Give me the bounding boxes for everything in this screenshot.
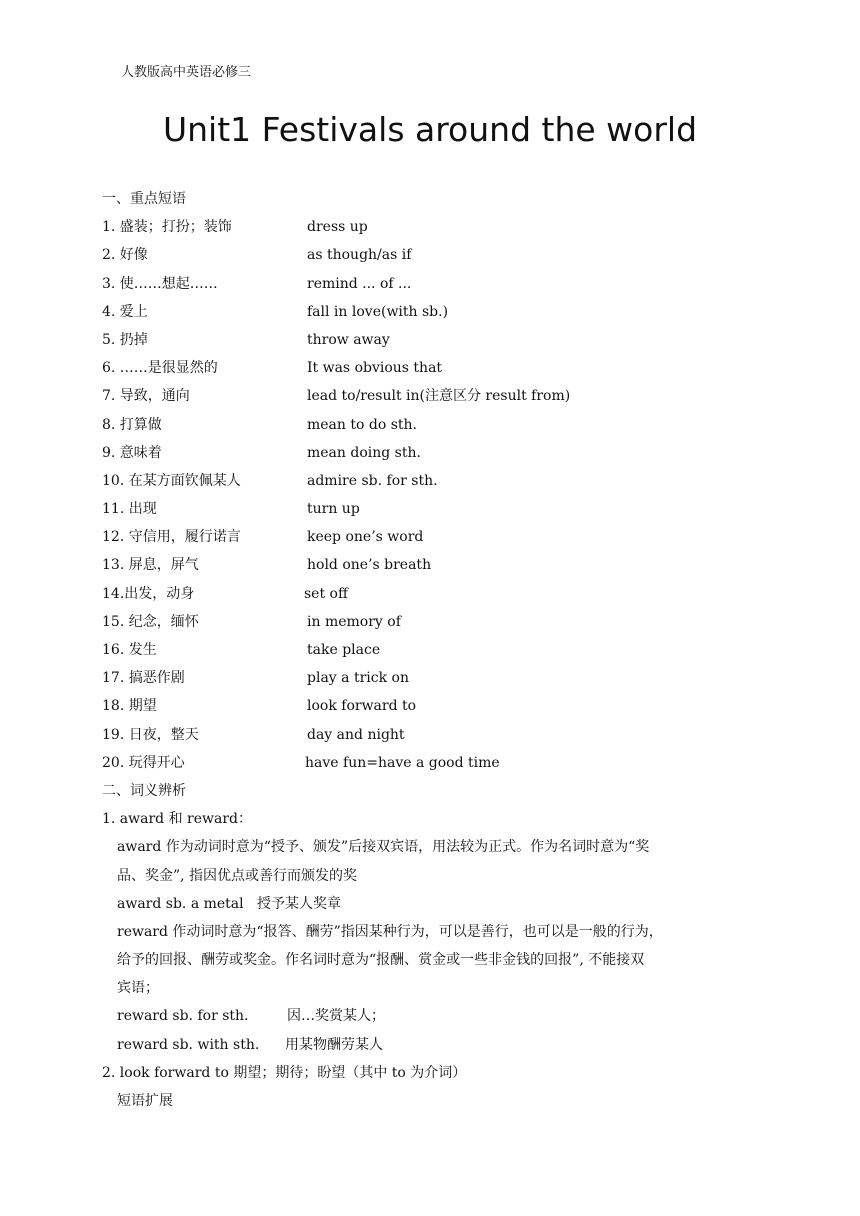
- document-body: [102, 185, 722, 1115]
- phrase-english: look forward to: [307, 698, 417, 715]
- phrase-english: admire sb. for sth.: [307, 472, 438, 489]
- phrase-row: [102, 354, 722, 382]
- phrase-row: [102, 523, 722, 551]
- paragraph-line: 宾语；: [117, 980, 159, 997]
- paragraph-line: reward 作动词时意为“报答、酬劳”指因某种行为，可以是善行，也可以是一般的行为，: [117, 923, 663, 940]
- phrase-english: play a trick on: [307, 670, 409, 687]
- phrase-chinese: 9. 意味着: [102, 444, 162, 461]
- phrase-chinese: 7. 导致，通向: [102, 388, 190, 405]
- phrase-chinese: 12. 守信用，履行诺言: [102, 529, 241, 546]
- phrase-chinese: 8. 打算做: [102, 416, 162, 433]
- example-meaning: 授予某人奖章: [257, 895, 341, 912]
- phrase-english: mean to do sth.: [307, 416, 417, 433]
- phrase-row: [102, 241, 722, 269]
- section-heading: 一、重点短语: [102, 191, 186, 207]
- phrase-row: [102, 467, 722, 495]
- example-term: reward sb. for sth.: [117, 1008, 249, 1025]
- example-line: [102, 1002, 722, 1030]
- phrase-row: [102, 495, 722, 523]
- paragraph-line: 给予的回报、酬劳或奖金。作名词时意为“报酬、赏金或一些非金钱的回报”, 不能接双: [117, 952, 645, 969]
- phrase-row: [102, 721, 722, 749]
- phrase-row: [102, 580, 722, 608]
- phrase-row: [102, 749, 722, 777]
- phrase-chinese: 2. 好像: [102, 247, 148, 264]
- item-title: 1. award 和 reward：: [102, 811, 253, 828]
- phrase-english: dress up: [307, 219, 368, 236]
- paragraph-line: 品、奖金”, 指因优点或善行而颁发的奖: [117, 867, 358, 884]
- phrase-chinese: 16. 发生: [102, 642, 157, 658]
- phrase-row: [102, 636, 722, 664]
- phrase-chinese: 11. 出现: [102, 501, 157, 518]
- phrase-english: mean doing sth.: [307, 444, 421, 461]
- phrase-chinese: 4. 爱上: [102, 303, 148, 320]
- item-title: 2. look forward to 期望；期待；盼望（其中 to 为介词）: [102, 1064, 467, 1081]
- phrase-chinese: 5. 扔掉: [102, 331, 148, 348]
- phrase-chinese: 15. 纪念，缅怀: [102, 613, 199, 630]
- subheading: 短语扩展: [117, 1093, 173, 1109]
- phrase-english: It was obvious that: [307, 360, 443, 377]
- phrase-row: [102, 692, 722, 720]
- header-note: 人教版高中英语必修三: [121, 65, 252, 80]
- phrase-english: as though/as if: [307, 247, 412, 264]
- phrase-english: turn up: [307, 501, 360, 518]
- phrase-row: [102, 298, 722, 326]
- phrase-chinese: 19. 日夜，整天: [102, 726, 199, 743]
- phrase-row: [102, 439, 722, 467]
- phrase-english: day and night: [307, 726, 405, 743]
- phrase-english: take place: [307, 642, 381, 658]
- example-line: [102, 890, 722, 918]
- section-heading: 二、词义辨析: [102, 782, 186, 799]
- phrase-english: lead to/result in(注意区分 result from): [307, 388, 571, 405]
- phrase-chinese: 14.出发，动身: [102, 585, 195, 602]
- phrase-chinese: 3. 使……想起……: [102, 275, 218, 292]
- phrase-chinese: 13. 屏息，屏气: [102, 557, 199, 574]
- phrase-english: hold one’s breath: [307, 557, 432, 574]
- phrase-english: keep one’s word: [307, 529, 424, 546]
- phrase-row: [102, 270, 722, 298]
- example-line: [102, 1031, 722, 1059]
- phrase-row: [102, 608, 722, 636]
- phrase-chinese: 1. 盛装；打扮；装饰: [102, 219, 232, 236]
- phrase-row: [102, 213, 722, 241]
- phrase-chinese: 6. ……是很显然的: [102, 360, 218, 377]
- document-title: Unit1 Festivals around the world: [162, 110, 698, 149]
- phrase-row: [102, 382, 722, 410]
- example-meaning: 用某物酬劳某人: [285, 1036, 383, 1053]
- phrase-chinese: 20. 玩得开心: [102, 754, 185, 771]
- example-meaning: 因…奖赏某人；: [287, 1008, 385, 1025]
- phrase-english: remind ... of ...: [307, 275, 412, 292]
- phrase-english: throw away: [307, 331, 390, 348]
- phrase-english: fall in love(with sb.): [307, 303, 449, 320]
- phrase-english: set off: [304, 585, 348, 602]
- phrase-english: in memory of: [307, 613, 401, 630]
- phrase-list: [102, 213, 722, 777]
- phrase-row: [102, 664, 722, 692]
- phrase-row: [102, 326, 722, 354]
- phrase-row: [102, 551, 722, 579]
- paragraph-line: award 作为动词时意为“授予、颁发”后接双宾语，用法较为正式。作为名词时意为“奖: [117, 839, 650, 856]
- phrase-chinese: 10. 在某方面钦佩某人: [102, 472, 241, 489]
- example-term: award sb. a metal: [117, 895, 244, 912]
- example-term: reward sb. with sth.: [117, 1036, 260, 1053]
- phrase-english: have fun=have a good time: [305, 754, 500, 771]
- phrase-row: [102, 411, 722, 439]
- phrase-chinese: 17. 搞恶作剧: [102, 670, 185, 687]
- phrase-chinese: 18. 期望: [102, 698, 157, 715]
